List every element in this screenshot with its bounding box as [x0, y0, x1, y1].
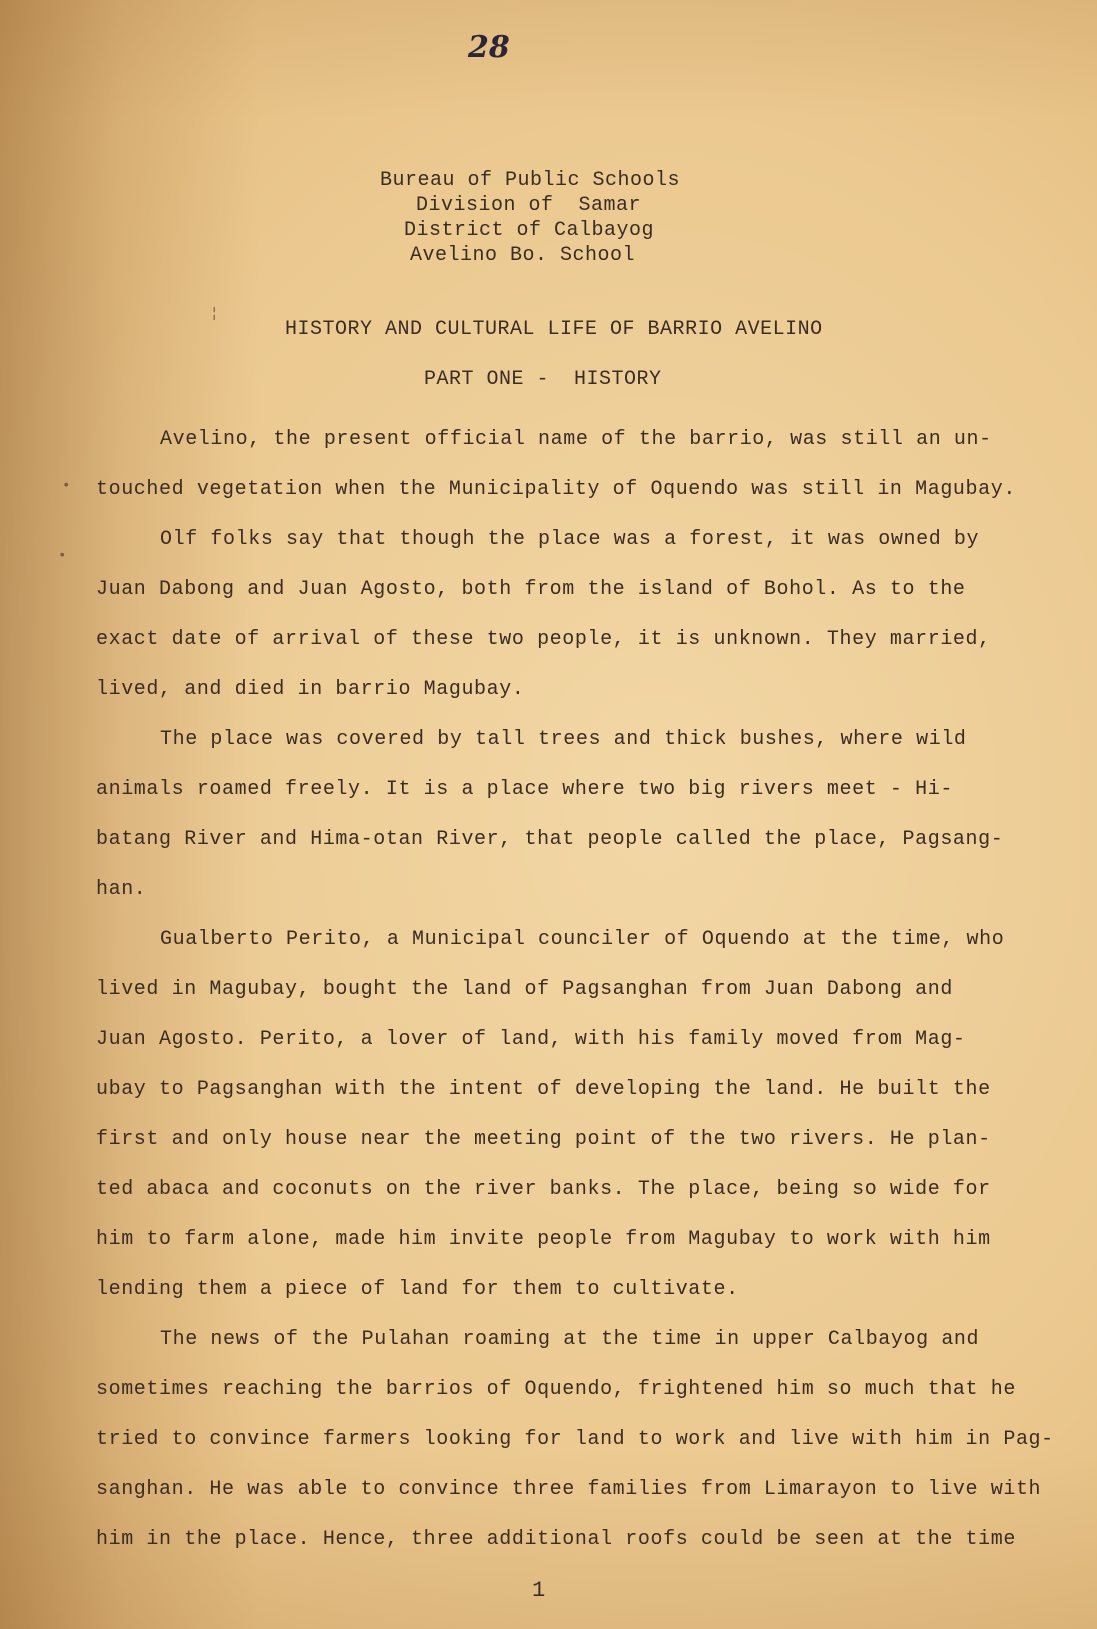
body-line: lived, and died in barrio Magubay.: [96, 678, 525, 701]
body-line: exact date of arrival of these two people, it is unknown. They married,: [96, 628, 991, 651]
margin-speck: •: [62, 478, 71, 494]
header-division: Division of Samar: [416, 194, 642, 217]
document-subtitle: PART ONE - HISTORY: [424, 368, 662, 391]
body-line: touched vegetation when the Municipality of Oquendo was still in Magubay.: [96, 478, 1016, 501]
body-line: ted abaca and coconuts on the river banks. The place, being so wide for: [96, 1178, 991, 1201]
body-line: Gualberto Perito, a Municipal counciler of Oquendo at the time, who: [160, 928, 1005, 951]
body-line: han.: [96, 878, 147, 901]
body-line: lived in Magubay, bought the land of Pagsanghan from Juan Dabong and: [96, 978, 953, 1001]
margin-speck: •: [58, 548, 67, 564]
document-header: [380, 168, 680, 268]
body-line: Juan Dabong and Juan Agosto, both from the island of Bohol. As to the: [96, 578, 966, 601]
handwritten-page-number: 28: [468, 30, 510, 65]
margin-speck: ¦: [210, 306, 219, 322]
header-bureau: Bureau of Public Schools: [380, 169, 681, 192]
body-line: sanghan. He was able to convince three families from Limarayon to live with: [96, 1478, 1042, 1501]
body-line: sometimes reaching the barrios of Oquendo, frightened him so much that he: [96, 1378, 1016, 1401]
body-line: Juan Agosto. Perito, a lover of land, with his family moved from Mag-: [96, 1028, 966, 1051]
page-number: 1: [532, 1578, 546, 1603]
body-line: Avelino, the present official name of the barrio, was still an un-: [160, 428, 992, 451]
body-line: him in the place. Hence, three additional roofs could be seen at the time: [96, 1528, 1016, 1551]
body-line: animals roamed freely. It is a place where two big rivers meet - Hi-: [96, 778, 953, 801]
header-district: District of Calbayog: [404, 219, 655, 242]
body-line: Olf folks say that though the place was a forest, it was owned by: [160, 528, 980, 551]
body-line: The place was covered by tall trees and thick bushes, where wild: [160, 728, 967, 751]
body-line: him to farm alone, made him invite people from Magubay to work with him: [96, 1228, 991, 1251]
body-line: tried to convince farmers looking for land to work and live with him in Pag-: [96, 1428, 1054, 1451]
body-line: first and only house near the meeting point of the two rivers. He plan-: [96, 1128, 991, 1151]
body-line: The news of the Pulahan roaming at the time in upper Calbayog and: [160, 1328, 980, 1351]
body-line: lending them a piece of land for them to cultivate.: [96, 1278, 739, 1301]
body-line: batang River and Hima-otan River, that people called the place, Pagsang-: [96, 828, 1004, 851]
body-line: ubay to Pagsanghan with the intent of developing the land. He built the: [96, 1078, 991, 1101]
document-title: HISTORY AND CULTURAL LIFE OF BARRIO AVELINO: [285, 318, 823, 341]
header-school: Avelino Bo. School: [410, 244, 636, 267]
